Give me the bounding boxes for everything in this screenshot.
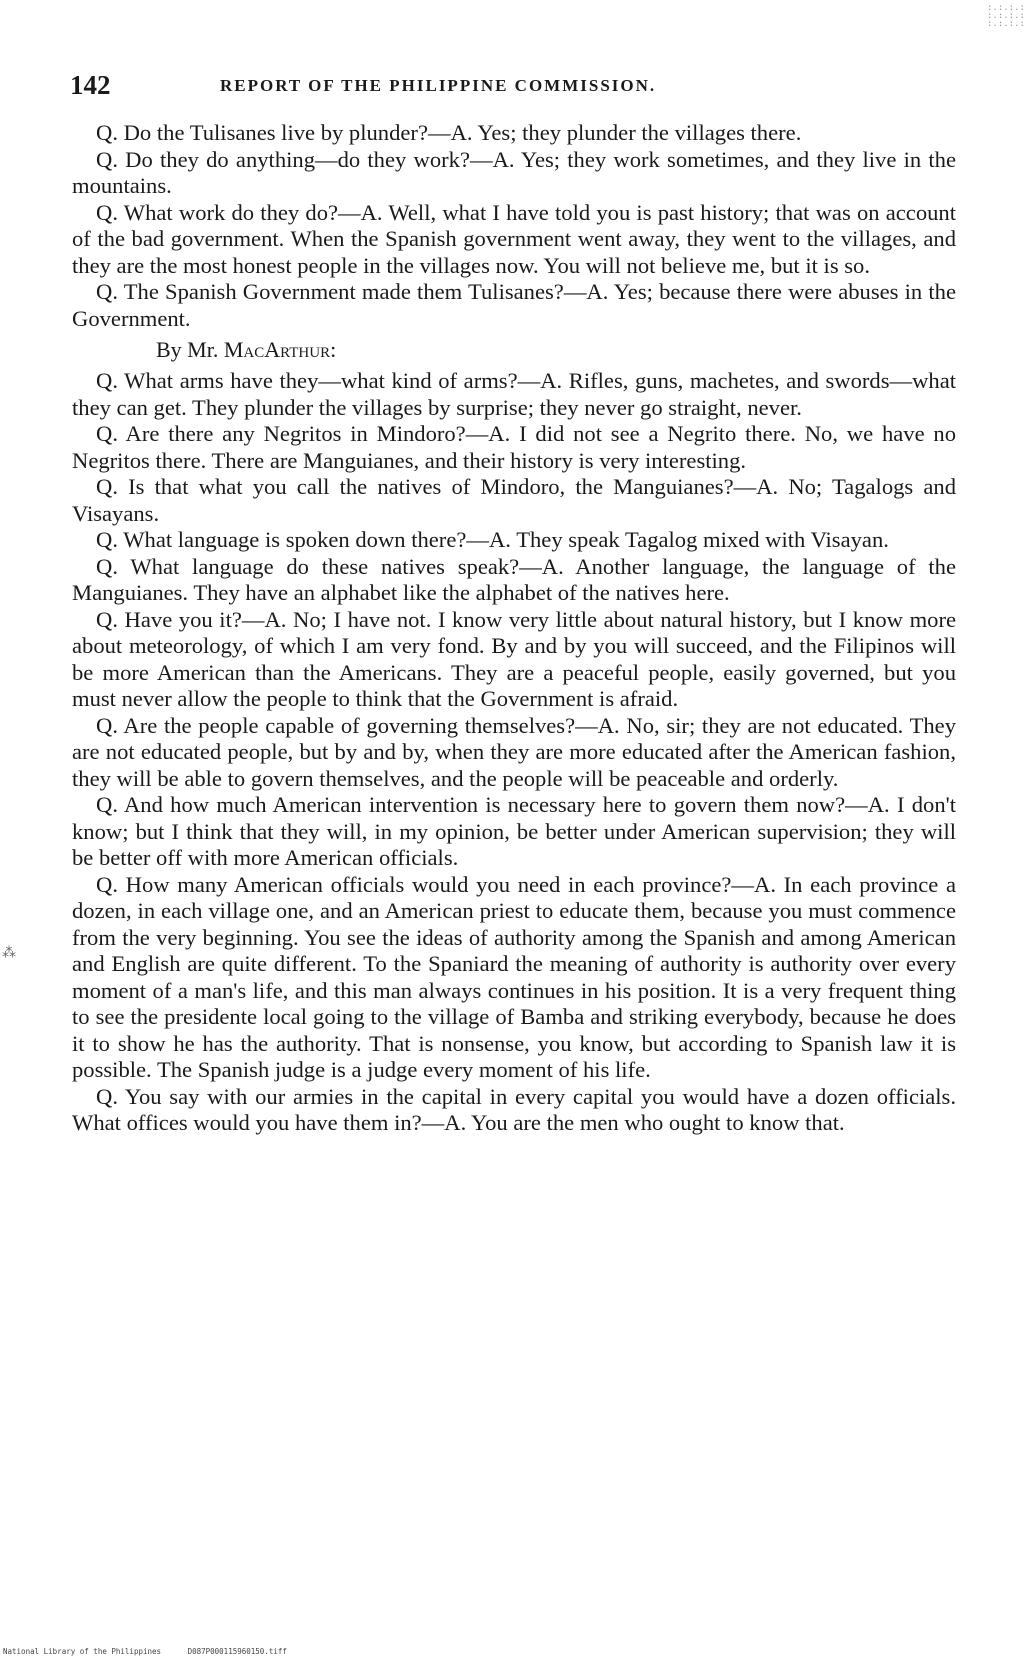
paragraph: Q. The Spanish Government made them Tulisanes?—A. Yes; because there were abuses in the Government.	[72, 279, 956, 331]
paragraph: Q. Do the Tulisanes live by plunder?—A. Yes; they plunder the villages there.	[96, 120, 802, 145]
speaker-prefix: By Mr.	[156, 337, 224, 362]
paragraph: Q. And how much American intervention is necessary here to govern them now?—A. I don't know; but I think that they will, in my opinion, be better under American supervision; they will be better off with more American officials.	[72, 792, 956, 870]
paragraph: Q. You say with our armies in the capital in every capital you would have a dozen officials. What offices would you have them in?—A. You are the men who ought to know that.	[72, 1083, 956, 1135]
body-text	[72, 120, 956, 1137]
paragraph: Q. What language is spoken down there?—A. They speak Tagalog mixed with Visayan.	[96, 527, 889, 552]
speaker-heading	[72, 338, 956, 362]
paragraph: Q. Are there any Negritos in Mindoro?—A. I did not see a Negrito there. No, we have no Negritos there. There are Manguianes, and their history is very interesting.	[72, 421, 956, 473]
margin-smudge-mark: ⁂	[2, 945, 16, 961]
paragraph: Q. What work do they do?—A. Well, what I have told you is past history; that was on account of the bad government. When the Spanish government went away, they went to the villages, and they are the most honest people in the villages now. You will not believe me, but it is so.	[72, 199, 956, 278]
page-number: 142	[70, 70, 111, 100]
paragraph: Q. Are the people capable of governing themselves?—A. No, sir; they are not educated. They are not educated people, but by and by, when they are more educated after the American fashion, they will be able to govern themselves, and the people will be peaceable and orderly.	[72, 712, 956, 791]
paragraph: Q. How many American officials would you need in each province?—A. In each province a dozen, in each village one, and an American priest to educate them, because you must commence from the very beginning. You see the ideas of authority among the Spanish and among American and English are quite different. To the Spaniard the meaning of authority is authority over every moment of a man's life, and this man always continues in his position. It is a very frequent thing to see the presidente local going to the village of Bamba and striking everybody, because he does it to show he has the authority. That is nonsense, you know, but according to Spanish law it is possible. The Spanish judge is a judge every moment of his life.	[72, 871, 956, 1082]
scan-edge-mark: :.:.:.: :.:.:.: :.:.:.:	[987, 3, 1025, 29]
paragraph: Q. What language do these natives speak?—A. Another language, the language of the Manguianes. They have an alphabet like the alphabet of the natives here.	[72, 553, 956, 605]
paragraph: Q. Do they do anything—do they work?—A. Yes; they work sometimes, and they live in the mountains.	[72, 146, 956, 198]
paragraph: Q. Is that what you call the natives of Mindoro, the Manguianes?—A. No; Tagalogs and Visayans.	[72, 474, 956, 526]
footer-file: D087P000115960150.tiff	[187, 1647, 287, 1656]
running-title: REPORT OF THE PHILIPPINE COMMISSION.	[220, 76, 657, 95]
page-header	[70, 70, 790, 100]
paragraph: Q. Have you it?—A. No; I have not. I know very little about natural history, but I know more about meteorology, of which I am very fond. By and by you will succeed, and the Filipinos will be more American than the Americans. They are a peaceful people, easily governed, but you must never allow the people to think that the Government is afraid.	[72, 606, 956, 711]
footer-library: National Library of the Philippines	[3, 1647, 162, 1656]
paragraph: Q. What arms have they—what kind of arms?—A. Rifles, guns, machetes, and swords—what they can get. They plunder the villages by surprise; they never go straight, never.	[72, 368, 956, 420]
scan-footer	[3, 1647, 309, 1656]
speaker-name: MacArthur:	[223, 337, 337, 362]
